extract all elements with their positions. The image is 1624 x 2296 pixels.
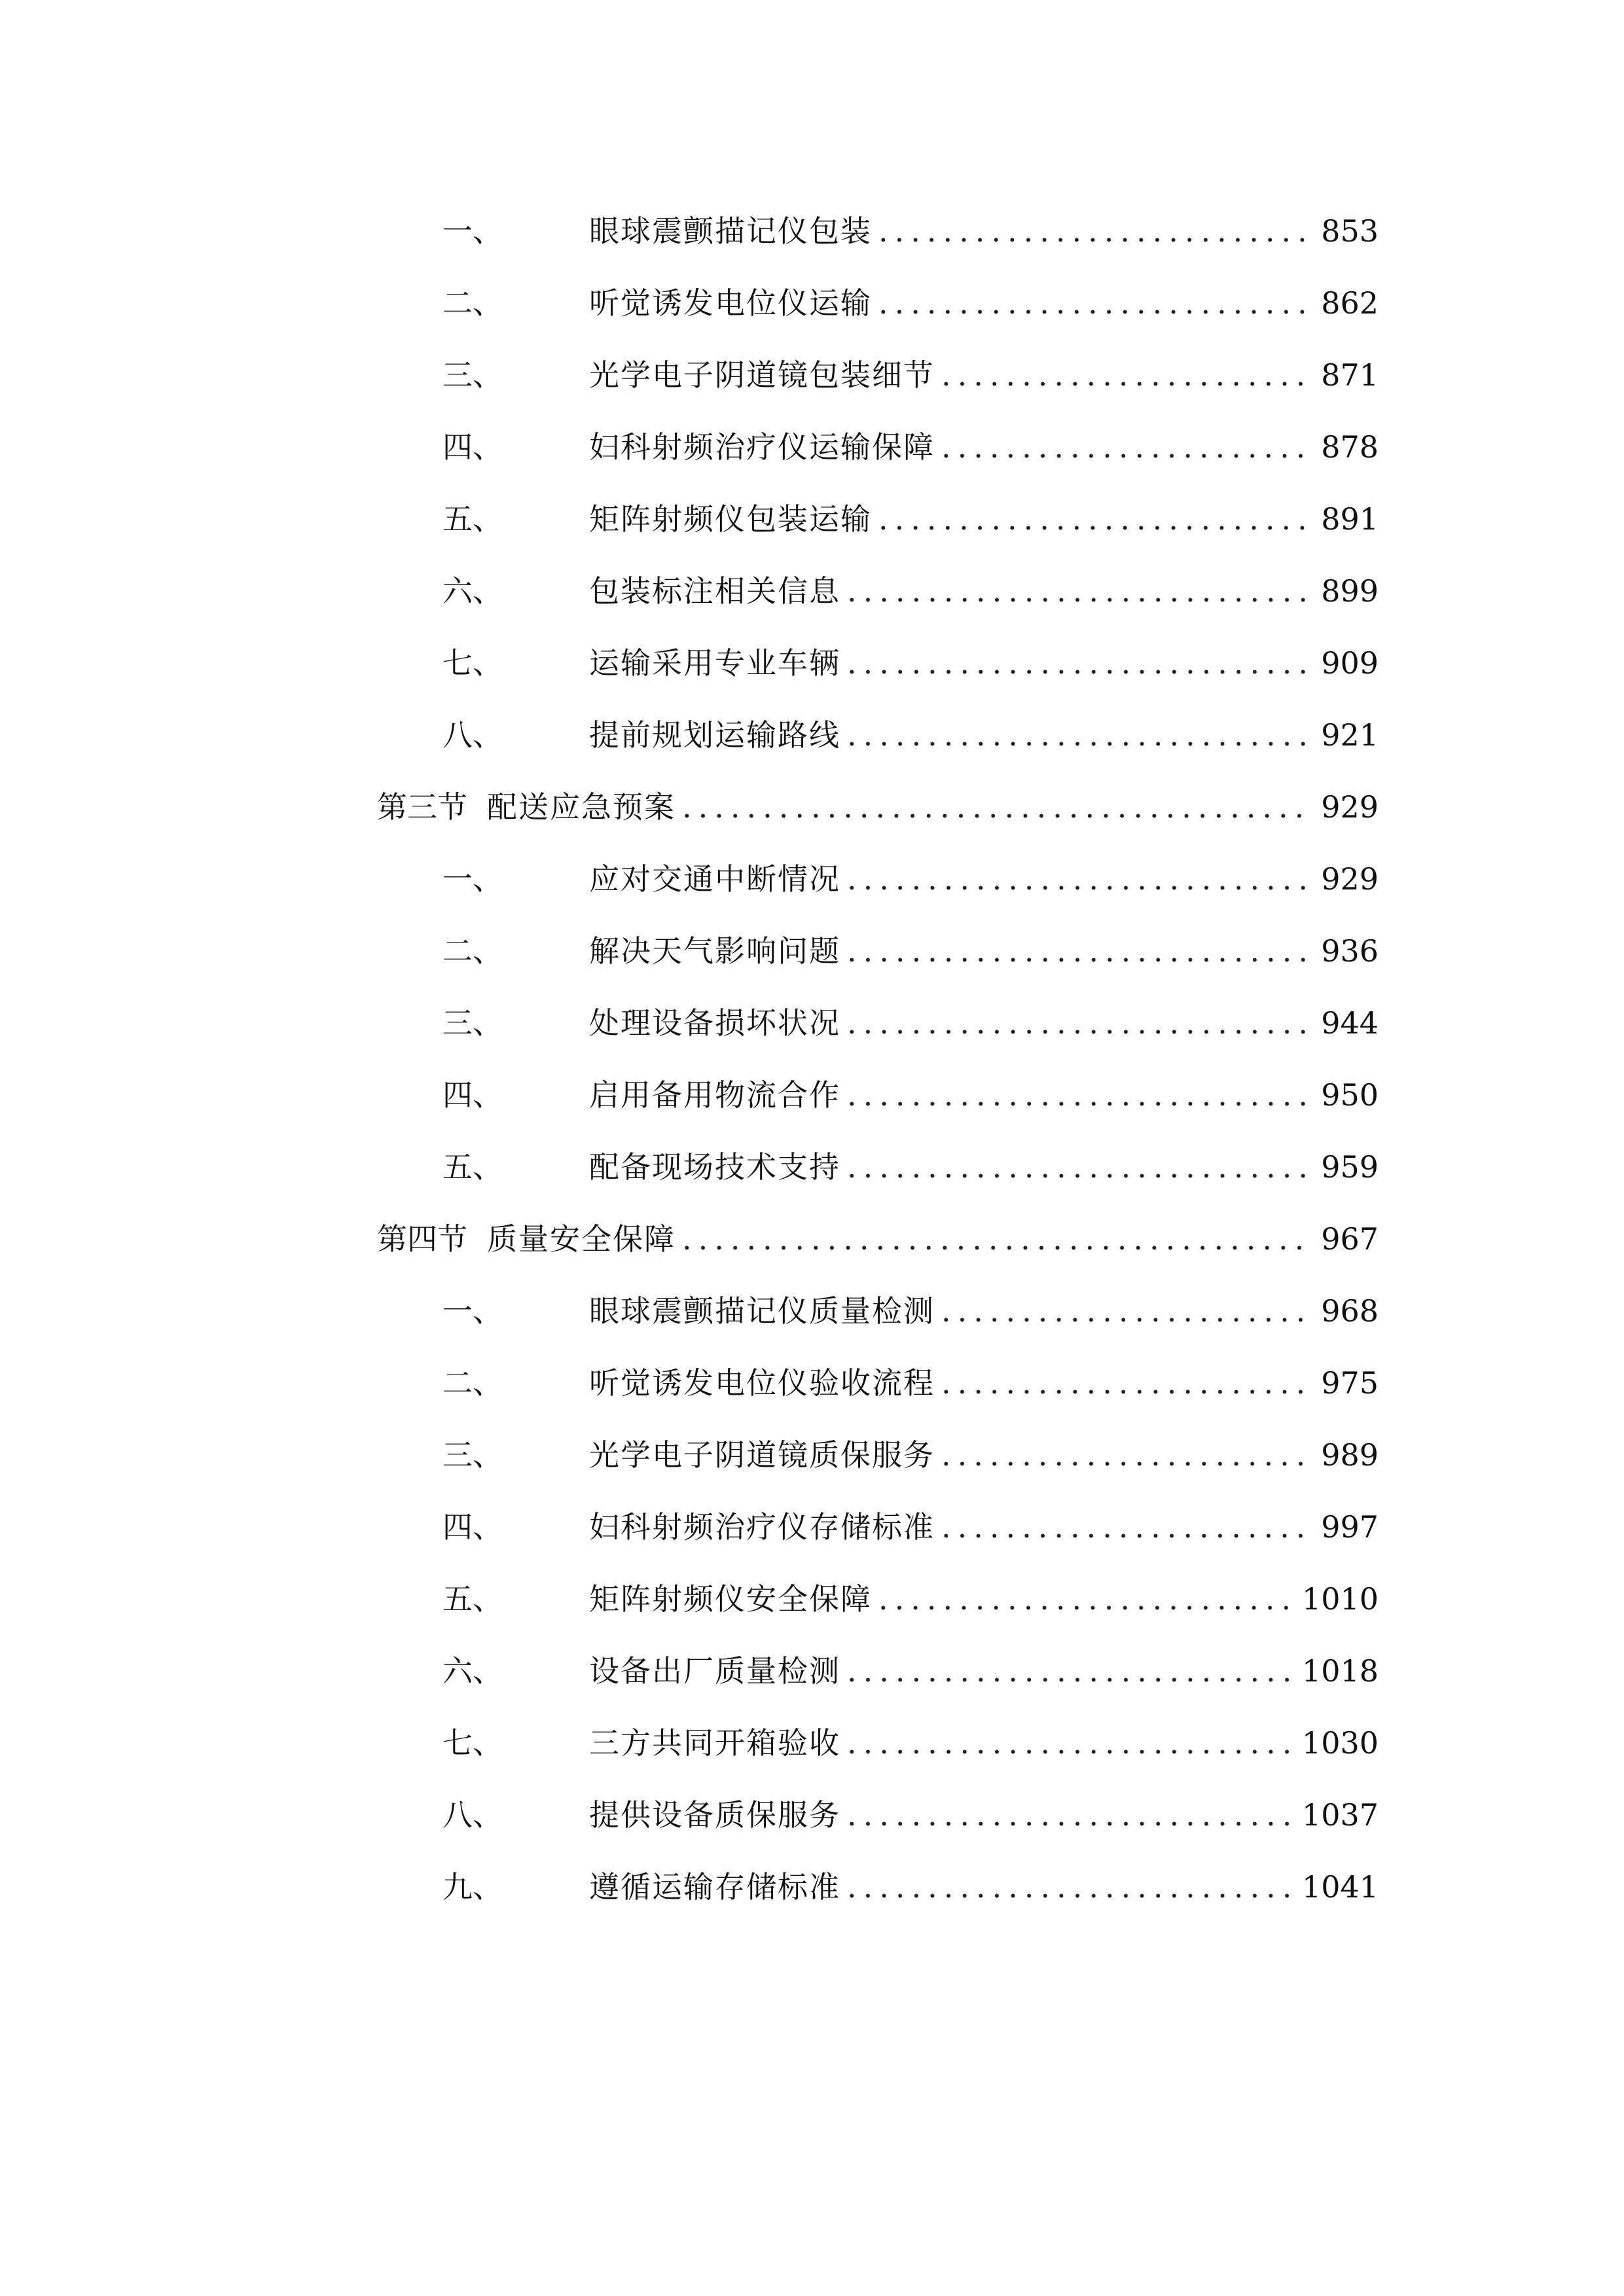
- toc-entry[interactable]: [377, 1707, 1379, 1779]
- dot-leader: [847, 1635, 1293, 1707]
- toc-entry-number: 一、: [442, 1293, 503, 1329]
- toc-entry-title: 配备现场技术支持: [589, 1149, 840, 1185]
- dot-leader: [847, 1707, 1293, 1779]
- toc-section-number: 第四节: [377, 1221, 467, 1257]
- dot-leader: [847, 1851, 1293, 1923]
- toc-entry-page: 1037: [1301, 1797, 1379, 1833]
- toc-entry-title: 矩阵射频仪包装运输: [589, 501, 872, 537]
- toc-entry[interactable]: [377, 1131, 1379, 1203]
- toc-entry-number: 六、: [442, 573, 503, 609]
- toc-entry[interactable]: [377, 1563, 1379, 1635]
- toc-entry-title: 启用备用物流合作: [589, 1077, 840, 1113]
- toc-entry-title: 听觉诱发电位仪运输: [589, 285, 872, 321]
- toc-entry[interactable]: [377, 987, 1379, 1059]
- toc-entry-title: 应对交通中断情况: [589, 861, 840, 897]
- dot-leader: [847, 1779, 1293, 1851]
- dot-leader: [878, 267, 1312, 339]
- dot-leader: [847, 987, 1312, 1059]
- toc-entry[interactable]: [377, 195, 1379, 267]
- toc-section-number: 第三节: [377, 789, 467, 825]
- dot-leader: [941, 1419, 1312, 1491]
- table-of-contents: [377, 195, 1379, 1923]
- toc-entry-page: 878: [1321, 429, 1379, 465]
- toc-entry-title: 解决天气影响问题: [589, 933, 840, 969]
- toc-entry-title: 眼球震颤描记仪包装: [589, 213, 872, 249]
- toc-entry-page: 1030: [1301, 1725, 1379, 1761]
- toc-entry[interactable]: [377, 483, 1379, 555]
- toc-entry-number: 五、: [442, 1149, 503, 1185]
- toc-entry-page: 968: [1321, 1293, 1379, 1329]
- toc-entry-title: 妇科射频治疗仪运输保障: [589, 429, 935, 465]
- toc-entry[interactable]: [377, 915, 1379, 987]
- dot-leader: [682, 1203, 1312, 1275]
- toc-entry-title: 运输采用专业车辆: [589, 645, 840, 681]
- toc-entry[interactable]: [377, 843, 1379, 915]
- toc-entry-number: 一、: [442, 213, 503, 249]
- toc-entry-page: 1018: [1301, 1653, 1379, 1689]
- toc-entry-number: 八、: [442, 1797, 503, 1833]
- toc-entry[interactable]: [377, 339, 1379, 411]
- toc-entry-title: 提前规划运输路线: [589, 717, 840, 753]
- toc-entry-title: 眼球震颤描记仪质量检测: [589, 1293, 935, 1329]
- toc-entry-page: 989: [1321, 1437, 1379, 1473]
- toc-entry-number: 三、: [442, 1005, 503, 1041]
- toc-entry-title: 矩阵射频仪安全保障: [589, 1581, 872, 1617]
- dot-leader: [878, 1563, 1293, 1635]
- toc-entry-page: 862: [1321, 285, 1379, 321]
- dot-leader: [941, 411, 1312, 483]
- toc-entry-number: 七、: [442, 645, 503, 681]
- toc-entry-page: 929: [1321, 861, 1379, 897]
- dot-leader: [847, 1059, 1312, 1131]
- dot-leader: [847, 627, 1312, 699]
- dot-leader: [941, 1347, 1312, 1419]
- dot-leader: [847, 555, 1312, 627]
- dot-leader: [941, 1275, 1312, 1347]
- toc-entry-number: 二、: [442, 1365, 503, 1401]
- toc-entry-page: 891: [1321, 501, 1379, 537]
- toc-entry-number: 八、: [442, 717, 503, 753]
- toc-entry[interactable]: [377, 1635, 1379, 1707]
- toc-entry-page: 899: [1321, 573, 1379, 609]
- toc-entry-number: 九、: [442, 1869, 503, 1905]
- toc-section-page: 967: [1321, 1221, 1379, 1257]
- toc-entry-title: 三方共同开箱验收: [589, 1725, 840, 1761]
- toc-entry-page: 950: [1321, 1077, 1379, 1113]
- toc-entry-number: 四、: [442, 1077, 503, 1113]
- dot-leader: [941, 1491, 1312, 1563]
- toc-entry-page: 936: [1321, 933, 1379, 969]
- toc-entry-number: 一、: [442, 861, 503, 897]
- toc-entry[interactable]: [377, 555, 1379, 627]
- dot-leader: [682, 771, 1312, 843]
- dot-leader: [847, 915, 1312, 987]
- toc-entry[interactable]: [377, 627, 1379, 699]
- dot-leader: [847, 843, 1312, 915]
- toc-entry-title: 处理设备损坏状况: [589, 1005, 840, 1041]
- toc-entry[interactable]: [377, 1779, 1379, 1851]
- toc-entry[interactable]: [377, 411, 1379, 483]
- toc-entry-title: 设备出厂质量检测: [589, 1653, 840, 1689]
- toc-entry[interactable]: [377, 699, 1379, 771]
- toc-entry-title: 提供设备质保服务: [589, 1797, 840, 1833]
- dot-leader: [847, 1131, 1312, 1203]
- toc-entry[interactable]: [377, 267, 1379, 339]
- toc-entry-title: 包装标注相关信息: [589, 573, 840, 609]
- dot-leader: [878, 195, 1312, 267]
- toc-entry-number: 二、: [442, 933, 503, 969]
- toc-entry-page: 909: [1321, 645, 1379, 681]
- toc-entry[interactable]: [377, 1851, 1379, 1923]
- toc-entry-page: 921: [1321, 717, 1379, 753]
- dot-leader: [878, 483, 1312, 555]
- toc-entry[interactable]: [377, 1491, 1379, 1563]
- toc-entry-page: 975: [1321, 1365, 1379, 1401]
- toc-entry-page: 871: [1321, 357, 1379, 393]
- toc-entry-page: 944: [1321, 1005, 1379, 1041]
- toc-entry-number: 七、: [442, 1725, 503, 1761]
- toc-entry-title: 听觉诱发电位仪验收流程: [589, 1365, 935, 1401]
- toc-entry-title: 光学电子阴道镜包装细节: [589, 357, 935, 393]
- toc-section-title: 配送应急预案: [487, 789, 676, 825]
- toc-entry-page: 1010: [1301, 1581, 1379, 1617]
- toc-entry-number: 三、: [442, 357, 503, 393]
- toc-entry-number: 五、: [442, 501, 503, 537]
- toc-entry-title: 光学电子阴道镜质保服务: [589, 1437, 935, 1473]
- toc-section-entry[interactable]: [377, 771, 1379, 843]
- toc-entry-number: 六、: [442, 1653, 503, 1689]
- toc-entry-title: 遵循运输存储标准: [589, 1869, 840, 1905]
- toc-entry-number: 五、: [442, 1581, 503, 1617]
- dot-leader: [847, 699, 1312, 771]
- toc-entry-number: 二、: [442, 285, 503, 321]
- toc-section-title: 质量安全保障: [487, 1221, 676, 1257]
- toc-entry-page: 997: [1321, 1509, 1379, 1545]
- toc-entry-page: 1041: [1301, 1869, 1379, 1905]
- toc-entry-number: 三、: [442, 1437, 503, 1473]
- toc-entry[interactable]: [377, 1419, 1379, 1491]
- toc-entry-number: 四、: [442, 429, 503, 465]
- toc-entry[interactable]: [377, 1347, 1379, 1419]
- toc-entry-page: 959: [1321, 1149, 1379, 1185]
- toc-entry-page: 853: [1321, 213, 1379, 249]
- toc-section-page: 929: [1321, 789, 1379, 825]
- toc-entry-title: 妇科射频治疗仪存储标准: [589, 1509, 935, 1545]
- toc-entry[interactable]: [377, 1275, 1379, 1347]
- dot-leader: [941, 339, 1312, 411]
- toc-section-entry[interactable]: [377, 1203, 1379, 1275]
- toc-entry-number: 四、: [442, 1509, 503, 1545]
- toc-entry[interactable]: [377, 1059, 1379, 1131]
